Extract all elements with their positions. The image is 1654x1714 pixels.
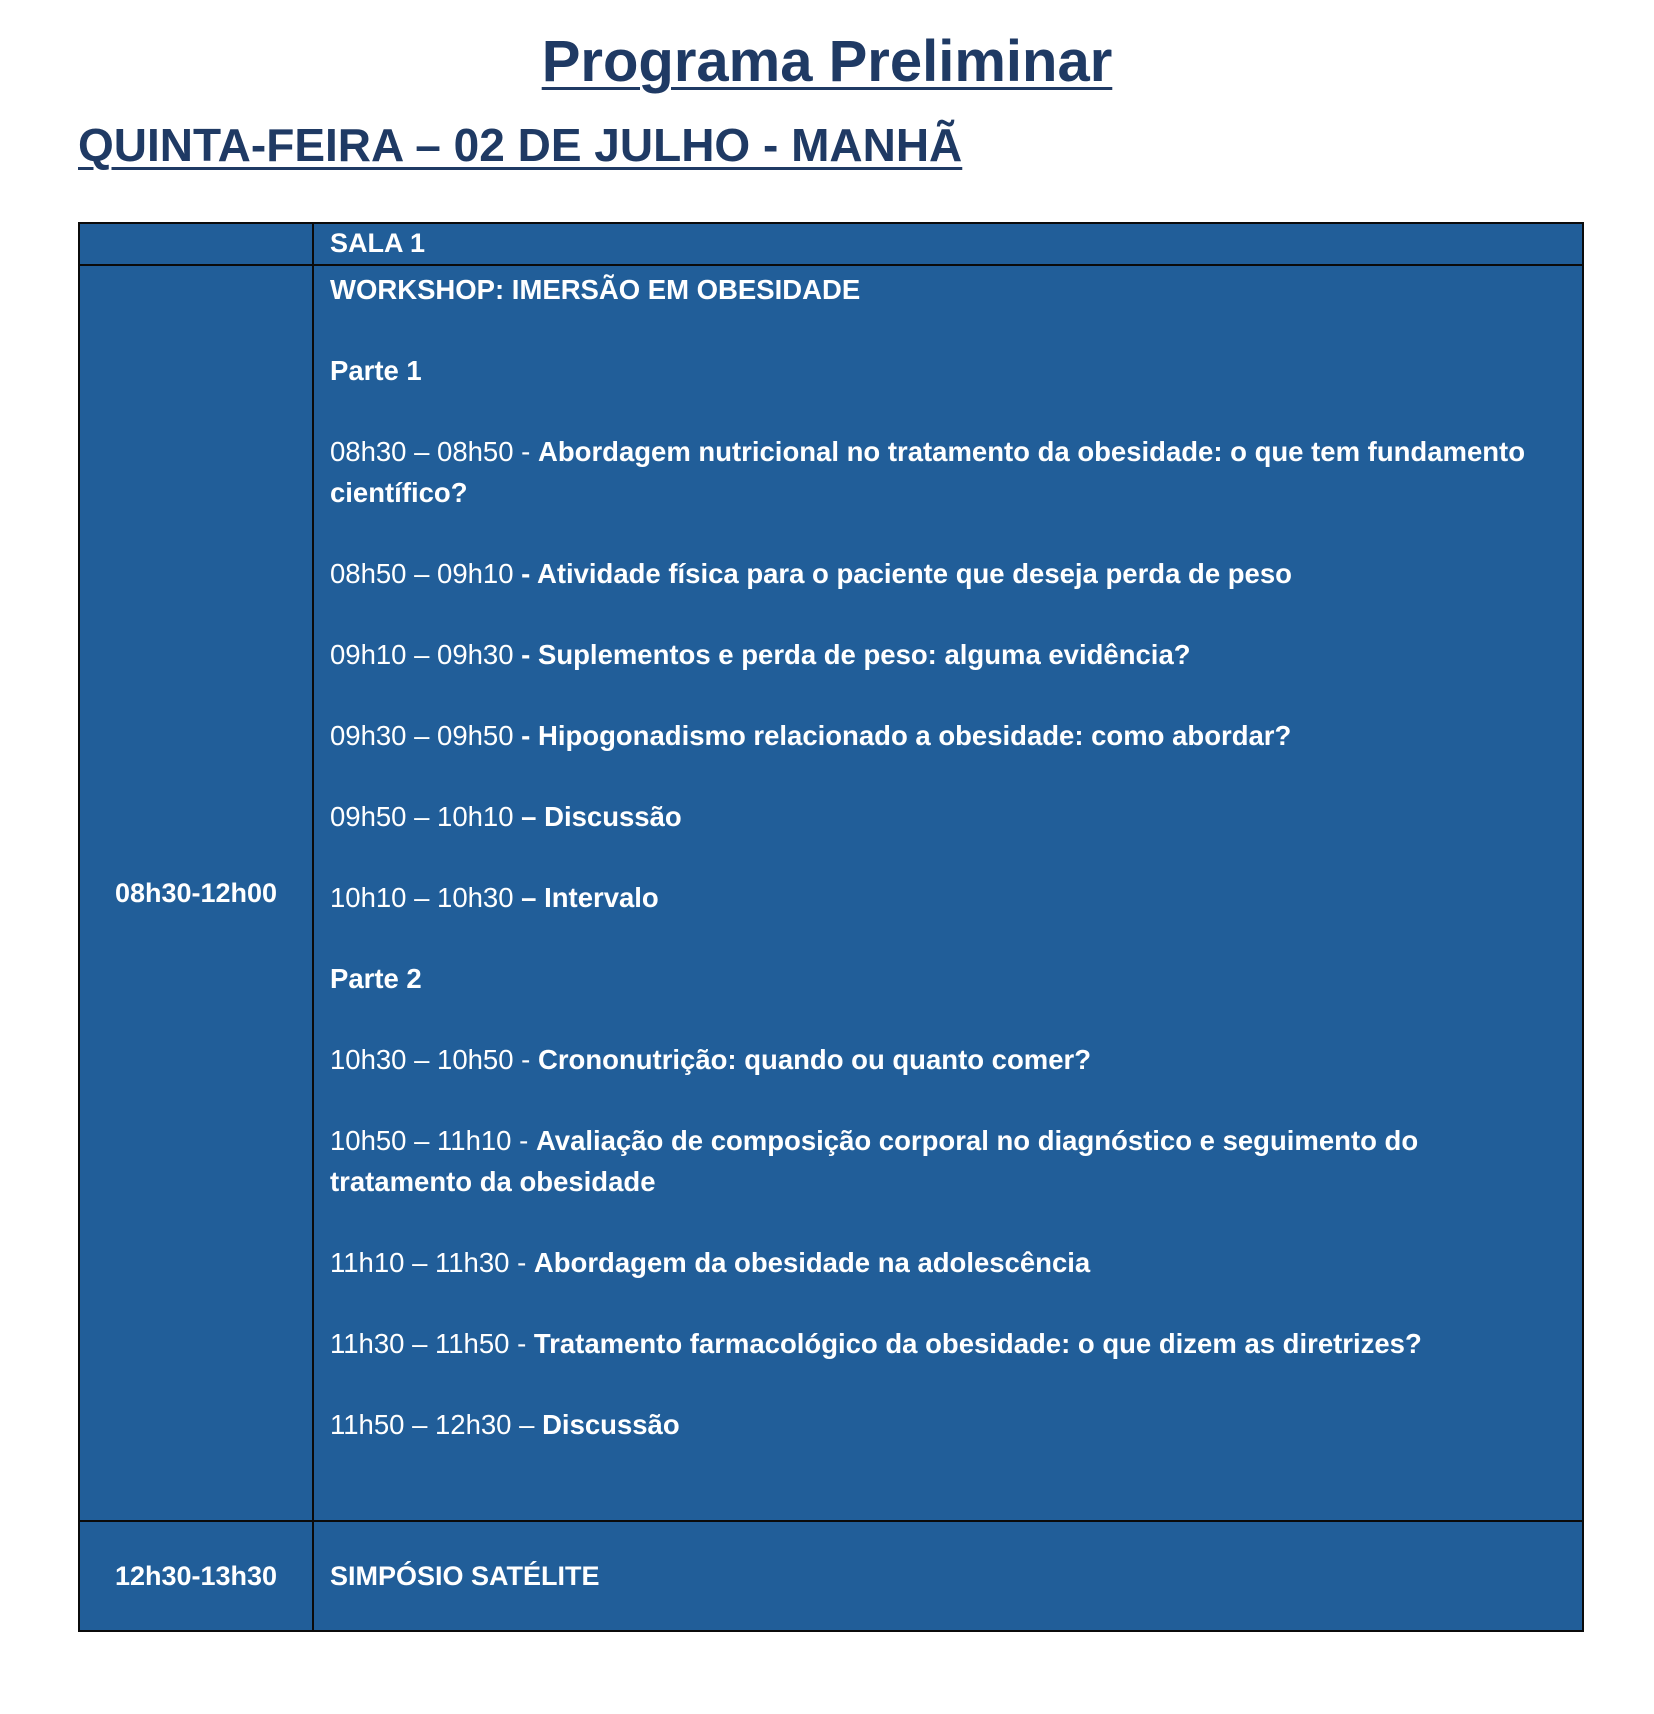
session-time: 10h30 – 10h50 <box>330 1044 514 1075</box>
session-item <box>330 715 1562 756</box>
session-time: 10h10 – 10h30 <box>330 882 514 913</box>
session-title: Abordagem nutricional no tratamento da obesidade: o que tem fundamento científico? <box>330 436 1526 508</box>
session-separator: – <box>511 1409 543 1440</box>
session-separator: - <box>509 1328 534 1359</box>
session-title: Suplementos e perda de peso: alguma evidência? <box>537 639 1191 670</box>
session-separator: - <box>513 639 538 670</box>
session-item <box>330 553 1562 594</box>
workshop-row <box>79 265 1583 1521</box>
session-time: 09h10 – 09h30 <box>330 639 514 670</box>
workshop-time: 08h30-12h00 <box>79 265 313 1521</box>
room-header: SALA 1 <box>313 223 1583 265</box>
session-time: 09h50 – 10h10 <box>330 801 514 832</box>
session-separator: – <box>513 882 545 913</box>
session-separator: - <box>513 558 537 589</box>
session-title: Avaliação de composição corporal no diagnóstico e seguimento do tratamento da obesidade <box>330 1125 1419 1197</box>
session-time: 11h50 – 12h30 <box>330 1409 512 1440</box>
session-item <box>330 1120 1562 1202</box>
session-time: 11h10 – 11h30 <box>330 1247 510 1278</box>
session-item <box>330 1242 1562 1283</box>
session-title: Abordagem da obesidade na adolescência <box>533 1247 1091 1278</box>
session-time: 10h50 – 11h10 <box>330 1125 512 1156</box>
part2-label: Parte 2 <box>330 963 422 994</box>
session-item <box>330 1323 1562 1364</box>
session-time: 11h30 – 11h50 <box>330 1328 510 1359</box>
session-title: Intervalo <box>544 882 659 913</box>
session-time: 08h50 – 09h10 <box>330 558 514 589</box>
session-item <box>330 1404 1562 1445</box>
symposium-time: 12h30-13h30 <box>79 1521 313 1631</box>
session-separator: - <box>509 1247 534 1278</box>
session-item <box>330 634 1562 675</box>
day-heading: QUINTA-FEIRA – 02 DE JULHO - MANHÃ <box>78 119 963 171</box>
session-title: Atividade física para o paciente que deseja perda de peso <box>536 558 1292 589</box>
session-separator: – <box>513 801 545 832</box>
session-separator: - <box>511 1125 536 1156</box>
symposium-row <box>79 1521 1583 1631</box>
session-title: Tratamento farmacológico da obesidade: o que dizem as diretrizes? <box>533 1328 1422 1359</box>
symposium-title: SIMPÓSIO SATÉLITE <box>313 1521 1583 1631</box>
session-separator: - <box>513 720 538 751</box>
session-item <box>330 877 1562 918</box>
workshop-content <box>313 265 1583 1521</box>
session-item <box>330 431 1562 513</box>
session-title: Discussão <box>544 801 682 832</box>
page-title <box>0 28 1654 95</box>
session-title: Discussão <box>542 1409 680 1440</box>
session-title: Crononutrição: quando ou quanto comer? <box>537 1044 1092 1075</box>
session-item <box>330 1039 1562 1080</box>
part1-label: Parte 1 <box>330 355 422 386</box>
session-separator: - <box>513 436 538 467</box>
schedule-table <box>78 222 1584 1632</box>
header-time-cell <box>79 223 313 265</box>
session-time: 09h30 – 09h50 <box>330 720 514 751</box>
workshop-title: WORKSHOP: IMERSÃO EM OBESIDADE <box>330 274 861 305</box>
session-separator: - <box>513 1044 538 1075</box>
session-item <box>330 796 1562 837</box>
session-title: Hipogonadismo relacionado a obesidade: como abordar? <box>537 720 1292 751</box>
table-header-row <box>79 223 1583 265</box>
page-title-text: Programa Preliminar <box>541 29 1113 94</box>
session-time: 08h30 – 08h50 <box>330 436 514 467</box>
